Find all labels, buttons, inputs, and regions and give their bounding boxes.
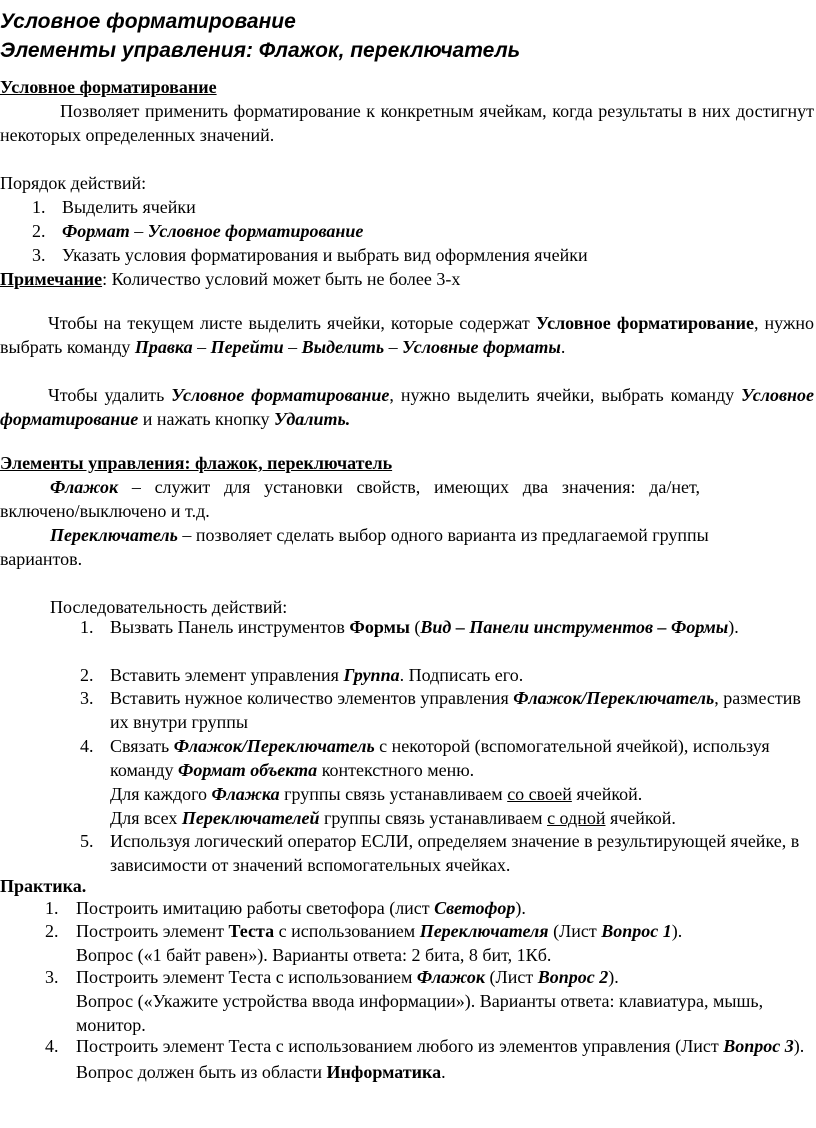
cf-paragraph-select: Чтобы на текущем листе выделить ячейки, которые содержат Условное форматирование, нужно выбрать команду Правка – Перейти – Выделить – Условные форматы. [0,313,815,357]
section-heading-cf: Условное форматирование [0,77,217,97]
cf-paragraph-delete: Чтобы удалить Условное форматирование, нужно выделить ячейки, выбрать команду Условное форматирование и нажать кнопку Удалить. [0,385,814,429]
checkbox-definition: Флажок – служит для установки свойств, имеющих два значения: да/нет, включено/выключено и т.д. [0,477,700,521]
page-title: Условное форматирование [0,10,296,33]
steps-title: Порядок действий: [0,173,147,193]
section-heading-controls: Элементы управления: флажок, переключатель [0,453,393,473]
section-heading-practice: Практика. [0,876,87,896]
page-subtitle: Элементы управления: Флажок, переключатель [0,39,521,62]
note: Примечание: Количество условий может быть не более 3-х [0,269,461,289]
cf-intro: Позволяет применить форматирование к конкретным ячейкам, когда результаты в них достигнут некоторых определенных значений. [0,101,814,145]
sequence-title: Последовательность действий: [50,597,288,617]
radio-definition: Переключатель – позволяет сделать выбор одного варианта из предлагаемой группы вариантов. [0,525,709,569]
